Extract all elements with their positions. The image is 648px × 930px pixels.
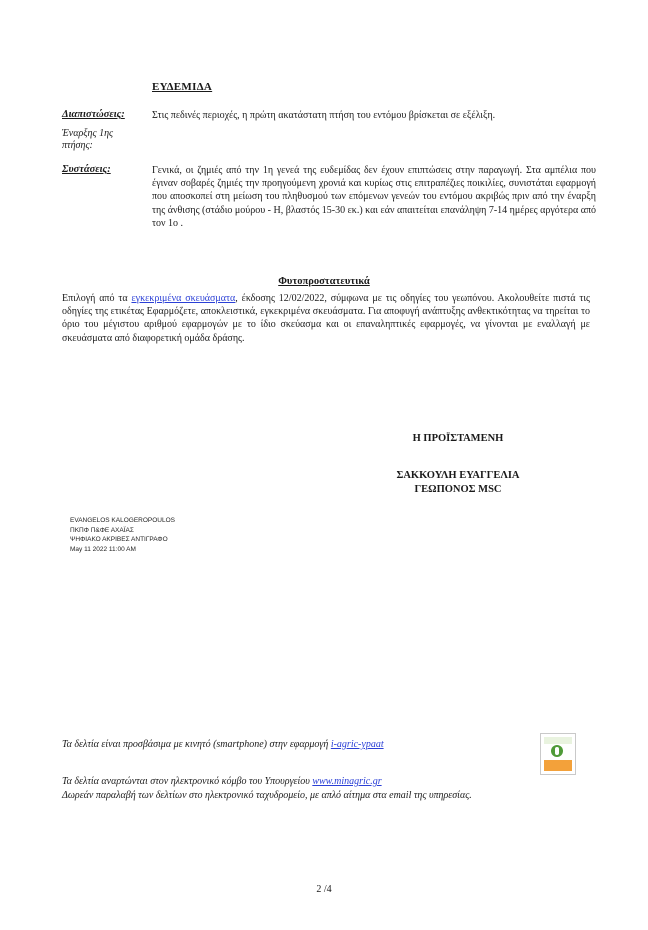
- section-title: ΕΥΔΕΜΙΔΑ: [152, 81, 213, 93]
- diapistoseis-text: Στις πεδινές περιοχές, η πρώτη ακατάστατη πτήση του εντόμου βρίσκεται σε εξέλιξη.: [152, 110, 496, 121]
- diapistoseis-label: Διαπιστώσεις:: [62, 109, 125, 120]
- approved-products-link[interactable]: εγκεκριμένα σκευάσματα: [131, 293, 236, 304]
- stamp-line-2: ΠΚΠΦ Π&ΦΕ ΑΧΑΪΑΣ: [70, 526, 134, 534]
- digital-signature-stamp: [70, 516, 175, 554]
- plant-protection-text-before: Επιλογή από τα: [62, 293, 132, 304]
- signature-title: ΓΕΩΠΟΝΟΣ MSC: [414, 484, 502, 495]
- badge-footer: [544, 760, 572, 771]
- stamp-line-1: EVANGELOS KALOGEROPOULOS: [70, 517, 175, 524]
- leaf-icon: [555, 747, 559, 755]
- ministry-website-link[interactable]: www.minagric.gr: [312, 776, 382, 787]
- app-badge-icon: [540, 733, 576, 775]
- plant-protection-text-after: , έκδοσης 12/02/2022, σύμφωνα με τις οδηγίες του γεωπόνου. Ακολουθείτε πιστά τις οδηγίες της ετικέτας Εφαρμόζετε, αποκλειστικά, εγκεκριμένα σκευάσματα. Για αποφυγή ανάπτυξης ανθεκτικότητας να τηρείται το όριο του μέγιστου αριθμού εφαρμογών με το ίδιο σκεύασμα και οι επαναληπτικές εφαρμογές, να γίνονται με εναλλαγή με σκευάσματα από διαφορετική ομάδα δράσης.: [62, 293, 591, 344]
- stamp-line-3: ΨΗΦΙΑΚΟ ΑΚΡΙΒΕΣ ΑΝΤΙΓΡΑΦΟ: [70, 536, 168, 543]
- footer-web-line: [62, 775, 382, 788]
- signature-role: Η ΠΡΟΪΣΤΑΜΕΝΗ: [412, 433, 504, 444]
- app-link[interactable]: i-agric-ypaat: [330, 739, 384, 750]
- footer-mobile-text: Τα δελτία είναι προσβάσιμα με κινητό (smartphone) στην εφαρμογή: [62, 739, 331, 750]
- footer-email-line: Δωρεάν παραλαβή των δελτίων στο ηλεκτρονικό ταχυδρομείο, με απλό αίτημα στα email της υπηρεσίας.: [62, 790, 472, 801]
- systaseis-text: Γενικά, οι ζημιές από την 1η γενεά της ευδεμίδας δεν έχουν επιπτώσεις στην παραγωγή. Στα αμπέλια που έγιναν σοβαρές ζημιές την προηγούμενη χρονιά και κυρίως στις επιτραπέζιες ποικιλίες, συνιστάται εφαρμογή που αποσκοπεί στη μείωση του πληθυσμού των επόμενων γενεών του εντόμου ακριβώς πριν από την έναρξη της άνθισης (στάδιο μούρου - Η, βλαστός 15-30 εκ.) και εάν απαιτείται επανάληψη 7-14 ημέρες αργότερα από τον 1ο .: [152, 165, 596, 229]
- page-number: 2 /4: [316, 884, 332, 895]
- footer-mobile-line: [62, 738, 384, 751]
- footer-web-text: Τα δελτία αναρτώνται στον ηλεκτρονικό κόμβο του Υπουργείου: [62, 776, 313, 787]
- plant-protection-heading: Φυτοπροστατευτικά: [278, 276, 370, 287]
- systaseis-label: Συστάσεις:: [62, 164, 111, 175]
- signature-name: ΣΑΚΚΟΥΛΗ ΕΥΑΓΓΕΛΙΑ: [396, 470, 520, 481]
- plant-protection-text: [62, 292, 590, 345]
- stamp-line-4: May 11 2022 11:00 AM: [70, 545, 136, 553]
- flight-start-label: Έναρξης 1ης πτήσης:: [62, 128, 114, 151]
- badge-header: [544, 737, 572, 744]
